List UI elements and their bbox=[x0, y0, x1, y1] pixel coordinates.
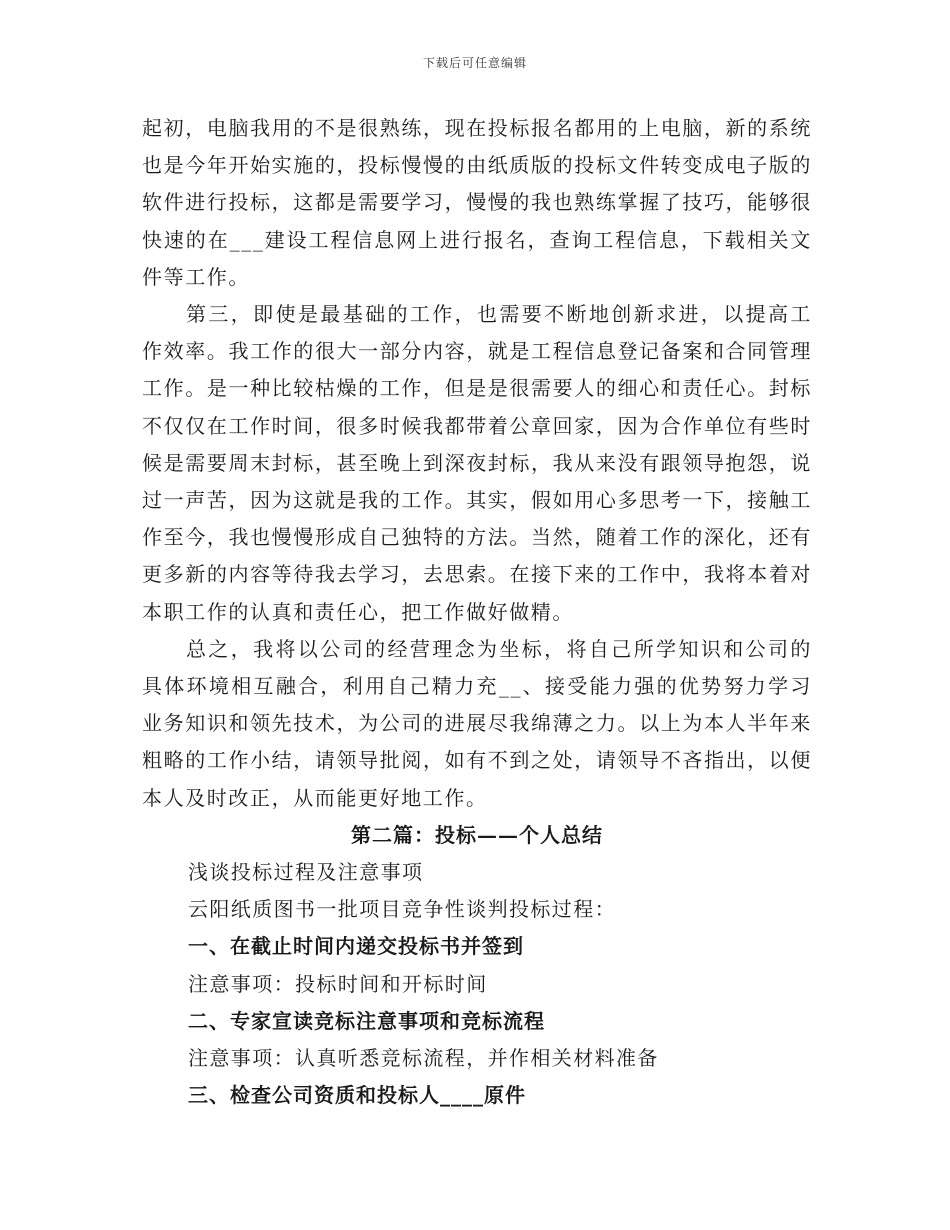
paragraph-3: 总之，我将以公司的经营理念为坐标，将自己所学知识和公司的具体环境相互融合，利用自己精力充__、接受能力强的优势努力学习业务知识和领先技术，为公司的进展尽我绵薄之力。以上为本人半年来粗略的工作小结，请领导批阅，如有不到之处，请领导不吝指出，以便本人及时改正，从而能更好地工作。 bbox=[142, 636, 812, 810]
step-note-1: 注意事项：投标时间和开标时间 bbox=[188, 971, 488, 996]
section-title: 第二篇：投标——个人总结 bbox=[351, 822, 603, 847]
document-body bbox=[142, 110, 812, 1114]
step-note-2: 注意事项：认真听悉竞标流程，并作相关材料准备 bbox=[188, 1046, 659, 1071]
paragraph-2: 第三，即使是最基础的工作，也需要不断地创新求进，以提高工作效率。我工作的很大一部分内容，就是工程信息登记备案和合同管理工作。是一种比较枯燥的工作，但是是很需要人的细心和责任心。封标不仅仅在工作时间，很多时候我都带着公章回家，因为合作单位有些时候是需要周末封标，甚至晚上到深夜封标，我从来没有跟领导抱怨，说过一声苦，因为这就是我的工作。其实，假如用心多思考一下，接触工作至今，我也慢慢形成自己独特的方法。当然，随着工作的深化，还有更多新的内容等待我去学习，去思索。在接下来的工作中，我将本着对本职工作的认真和责任心，把工作做好做精。 bbox=[142, 302, 812, 624]
page-header: 下载后可任意编辑 bbox=[422, 56, 527, 70]
subtitle-line: 浅谈投标过程及注意事项 bbox=[188, 860, 424, 885]
step-heading-1: 一、在截止时间内递交投标书并签到 bbox=[188, 934, 524, 959]
project-line: 云阳纸质图书一批项目竞争性谈判投标过程： bbox=[188, 897, 616, 922]
step-heading-2: 二、专家宣读竞标注意事项和竞标流程 bbox=[188, 1008, 545, 1033]
step-heading-3: 三、检查公司资质和投标人____原件 bbox=[188, 1083, 526, 1108]
paragraph-1: 起初，电脑我用的不是很熟练，现在投标报名都用的上电脑，新的系统也是今年开始实施的，投标慢慢的由纸质版的投标文件转变成电子版的软件进行投标，这都是需要学习，慢慢的我也熟练掌握了技巧，能够很快速的在___建设工程信息网上进行报名，查询工程信息，下载相关文件等工作。 bbox=[142, 116, 812, 289]
